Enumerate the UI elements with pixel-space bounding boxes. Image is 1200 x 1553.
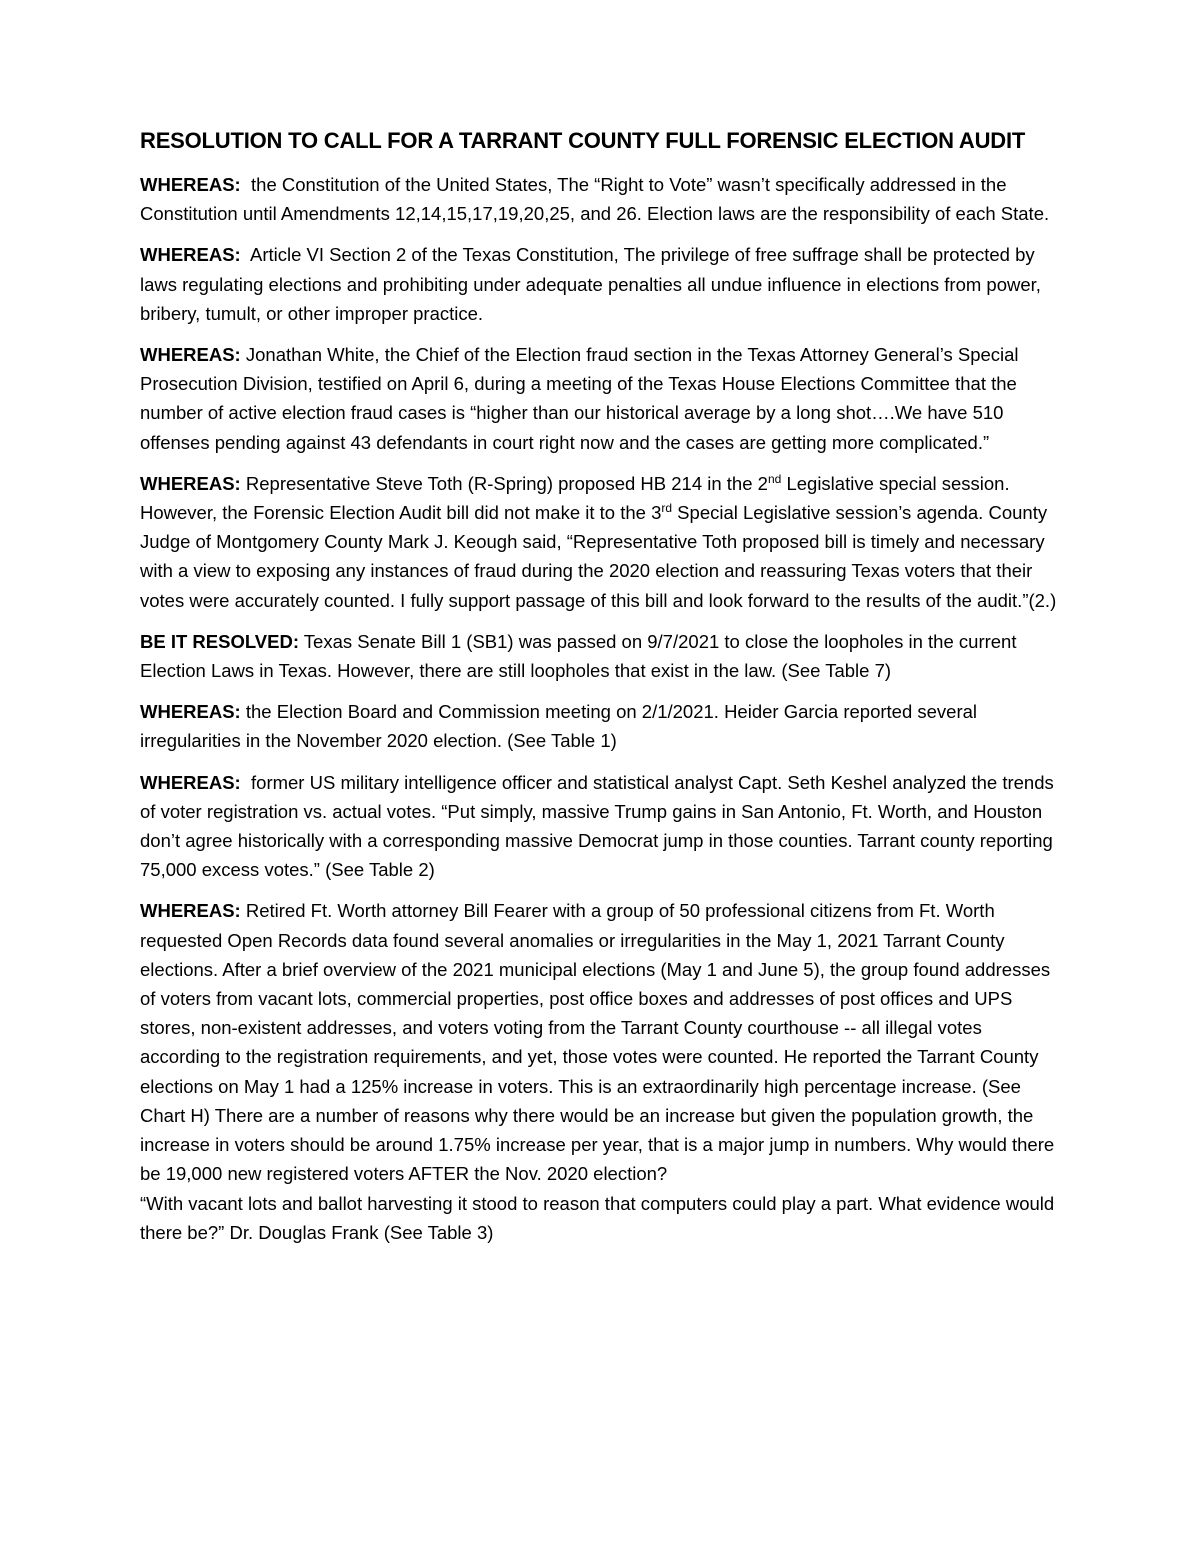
whereas-paragraph-4 [140,469,1060,615]
whereas-paragraph-6 [140,768,1060,885]
whereas-paragraph-7 [140,896,1060,1188]
ordinal-superscript: rd [661,500,673,515]
paragraph-text: the Election Board and Commission meeting on 2/1/2021. Heider Garcia reported several irregularities in the November 2020 election. (See Table 1) [140,701,978,752]
paragraph-text: Jonathan White, the Chief of the Election fraud section in the Texas Attorney General’s Special Prosecution Division, testified on April 6, during a meeting of the Texas House Elections Committee that the number of active election fraud cases is “higher than our historical average by a long shot….We have 510 offenses pending against 43 defendants in court right now and the cases are getting more complicated.” [140,344,1019,453]
be-it-resolved-paragraph [140,627,1060,685]
paragraph-text: former US military intelligence officer and statistical analyst Capt. Seth Keshel analyzed the trends of voter registration vs. actual votes. “Put simply, massive Trump gains in San Antonio, Ft. Worth, and Houston don’t agree historically with a corresponding massive Democrat jump in those counties. Tarrant county reporting 75,000 excess votes.” (See Table 2) [140,771,1054,881]
paragraph-lead: WHEREAS: [140,900,241,922]
paragraph-lead: WHEREAS: [140,244,241,266]
paragraph-lead: BE IT RESOLVED: [140,630,299,652]
paragraph-text-part-b: Legislative special session. However, the Forensic Election Audit bill did not make it to the 3 [140,472,1010,524]
whereas-paragraph-5 [140,697,1060,755]
paragraph-lead: WHEREAS: [140,771,241,793]
whereas-paragraph-3 [140,340,1060,457]
paragraph-text-part-a: Representative Steve Toth (R-Spring) proposed HB 214 in the 2 [245,472,768,494]
paragraph-text: the Constitution of the United States, The “Right to Vote” wasn’t specifically addressed in the Constitution until Amendments 12,14,15,17,19,20,25, and 26. Election laws are the responsibility of each State. [140,174,1050,225]
document-page [140,128,1060,1259]
whereas-paragraph-2 [140,240,1060,328]
paragraph-lead: WHEREAS: [140,344,241,366]
paragraph-lead: WHEREAS: [140,174,241,195]
paragraph-lead: WHEREAS: [140,701,241,723]
quote-paragraph [140,1189,1060,1247]
paragraph-text: Article VI Section 2 of the Texas Constitution, The privilege of free suffrage shall be protected by laws regulating elections and prohibiting under adequate penalties all undue influence in elections from power, bribery, tumult, or other improper practice. [140,244,1041,324]
paragraph-text: “With vacant lots and ballot harvesting it stood to reason that computers could play a part. What evidence would there be?” Dr. Douglas Frank (See Table 3) [140,1192,1055,1243]
paragraph-text: Retired Ft. Worth attorney Bill Fearer with a group of 50 professional citizens from Ft. Worth requested Open Records data found several anomalies or irregularities in the May 1, 2021 Tarrant County elections. After a brief overview of the 2021 municipal elections (May 1 and June 5), the group found addresses of voters from vacant lots, commercial properties, post office boxes and addresses of post offices and UPS stores, non-existent addresses, and voters voting from the Tarrant County courthouse -- all illegal votes according to the registration requirements, and yet, those votes were counted. He reported the Tarrant County elections on May 1 had a 125% increase in voters. This is an extraordinarily high percentage increase. (See Chart H) There are a number of reasons why there would be an increase but given the population growth, the increase in voters should be around 1.75% increase per year, that is a major jump in numbers. Why would there be 19,000 new registered voters AFTER the Nov. 2020 election? [140,900,1055,1185]
ordinal-superscript: nd [767,471,782,486]
document-title: RESOLUTION TO CALL FOR A TARRANT COUNTY FULL FORENSIC ELECTION AUDIT [140,128,1026,153]
whereas-paragraph-1 [140,170,1060,228]
paragraph-lead: WHEREAS: [140,472,241,494]
paragraph-text: Texas Senate Bill 1 (SB1) was passed on 9/7/2021 to close the loopholes in the current Election Laws in Texas. However, there are still loopholes that exist in the law. (See Table 7) [140,630,1017,682]
paragraph-text-part-c: Special Legislative session’s agenda. County Judge of Montgomery County Mark J. Keough said, “Representative Toth proposed bill is timely and necessary with a view to exposing any instances of fraud during the 2020 election and reassuring Texas voters that their votes were accurately counted. I fully support passage of this bill and look forward to the results of the audit.”(2.) [140,502,1057,611]
